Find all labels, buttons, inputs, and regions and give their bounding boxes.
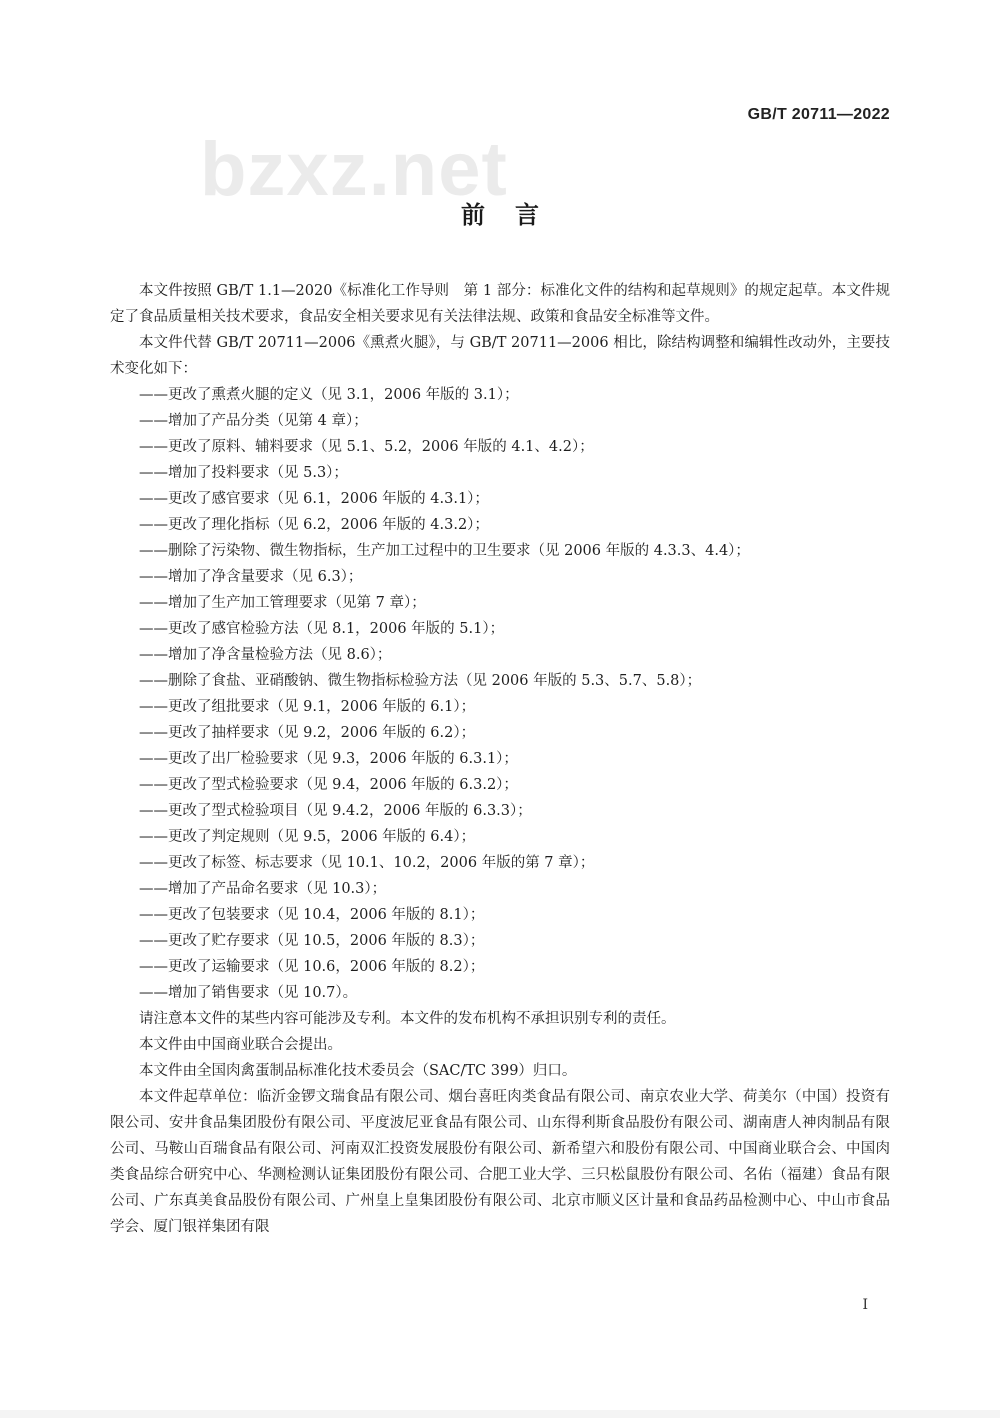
change-item: ——增加了生产加工管理要求（见第 7 章）； <box>139 595 426 611</box>
change-item: ——增加了产品分类（见第 4 章）； <box>139 413 368 429</box>
change-item: ——更改了原料、辅料要求（见 5.1、5.2，2006 年版的 4.1、4.2）； <box>139 439 594 455</box>
page-number: I <box>862 1297 868 1313</box>
change-item: ——更改了标签、标志要求（见 10.1、10.2，2006 年版的第 7 章）； <box>139 855 595 871</box>
watermark-logo: bzxz.net <box>200 127 508 212</box>
change-item: ——更改了贮存要求（见 10.5，2006 年版的 8.3）； <box>139 933 485 949</box>
change-item: ——更改了包装要求（见 10.4，2006 年版的 8.1）； <box>139 907 485 923</box>
standard-number: GB/T 20711—2022 <box>747 106 890 123</box>
change-item: ——更改了熏煮火腿的定义（见 3.1，2006 年版的 3.1）； <box>139 387 519 403</box>
change-item: ——更改了型式检验项目（见 9.4.2，2006 年版的 6.3.3）； <box>139 803 532 819</box>
change-item: ——更改了感官检验方法（见 8.1，2006 年版的 5.1）； <box>139 621 505 637</box>
closing-paragraph: 本文件由全国肉禽蛋制品标准化技术委员会（SAC/TC 399）归口。 <box>139 1063 577 1079</box>
change-item: ——更改了判定规则（见 9.5，2006 年版的 6.4）； <box>139 829 476 845</box>
change-item: ——更改了出厂检验要求（见 9.3，2006 年版的 6.3.1）； <box>139 751 518 767</box>
change-item: ——删除了食盐、亚硝酸钠、微生物指标检验方法（见 2006 年版的 5.3、5.7、5.8）； <box>139 673 702 689</box>
drafting-units-paragraph: 本文件起草单位：临沂金锣文瑞食品有限公司、烟台喜旺肉类食品有限公司、南京农业大学、荷美尔（中国）投资有限公司、安井食品集团股份有限公司、平度波尼亚食品有限公司、山东得利斯食品股份有限公司、湖南唐人神肉制品有限公司、马鞍山百瑞食品有限公司、河南双汇投资发展股份有限公司、新希望六和股份有限公司、中国商业联合会、中国肉类食品综合研究中心、华测检测认证集团股份有限公司、合肥工业大学、三只松鼠股份有限公司、名佑（福建）食品有限公司、广东真美食品股份有限公司、广州皇上皇集团股份有限公司、北京市顺义区计量和食品药品检测中心、中山市食品学会、厦门银祥集团有限 <box>110 1089 890 1235</box>
page-bottom-edge <box>0 1410 1000 1418</box>
change-item: ——删除了污染物、微生物指标，生产加工过程中的卫生要求（见 2006 年版的 4.3.3、4.4）； <box>139 543 750 559</box>
change-item: ——更改了运输要求（见 10.6，2006 年版的 8.2）； <box>139 959 485 975</box>
intro-paragraph: 本文件按照 GB/T 1.1—2020《标准化工作导则 第 1 部分：标准化文件的结构和起草规则》的规定起草。本文件规定了食品质量相关技术要求，食品安全相关要求见有关法律法规、政策和食品安全标准等文件。 <box>110 283 890 325</box>
change-item: ——增加了销售要求（见 10.7）。 <box>139 985 358 1001</box>
change-item: ——更改了型式检验要求（见 9.4，2006 年版的 6.3.2）； <box>139 777 518 793</box>
change-item: ——增加了净含量要求（见 6.3）； <box>139 569 363 585</box>
change-item: ——增加了投料要求（见 5.3）； <box>139 465 348 481</box>
closing-paragraph: 本文件由中国商业联合会提出。 <box>139 1037 342 1053</box>
change-item: ——增加了净含量检验方法（见 8.6）； <box>139 647 392 663</box>
document-body <box>110 278 890 1240</box>
page-title: 前言 <box>461 201 569 229</box>
change-item: ——更改了抽样要求（见 9.2，2006 年版的 6.2）； <box>139 725 476 741</box>
change-item: ——更改了组批要求（见 9.1，2006 年版的 6.1）； <box>139 699 476 715</box>
change-item: ——增加了产品命名要求（见 10.3）； <box>139 881 387 897</box>
change-item: ——更改了感官要求（见 6.1，2006 年版的 4.3.1）； <box>139 491 489 507</box>
change-item: ——更改了理化指标（见 6.2，2006 年版的 4.3.2）； <box>139 517 489 533</box>
intro-paragraph: 本文件代替 GB/T 20711—2006《熏煮火腿》，与 GB/T 20711—2006 相比，除结构调整和编辑性改动外，主要技术变化如下： <box>110 335 890 377</box>
closing-paragraph: 请注意本文件的某些内容可能涉及专利。本文件的发布机构不承担识别专利的责任。 <box>139 1011 676 1027</box>
